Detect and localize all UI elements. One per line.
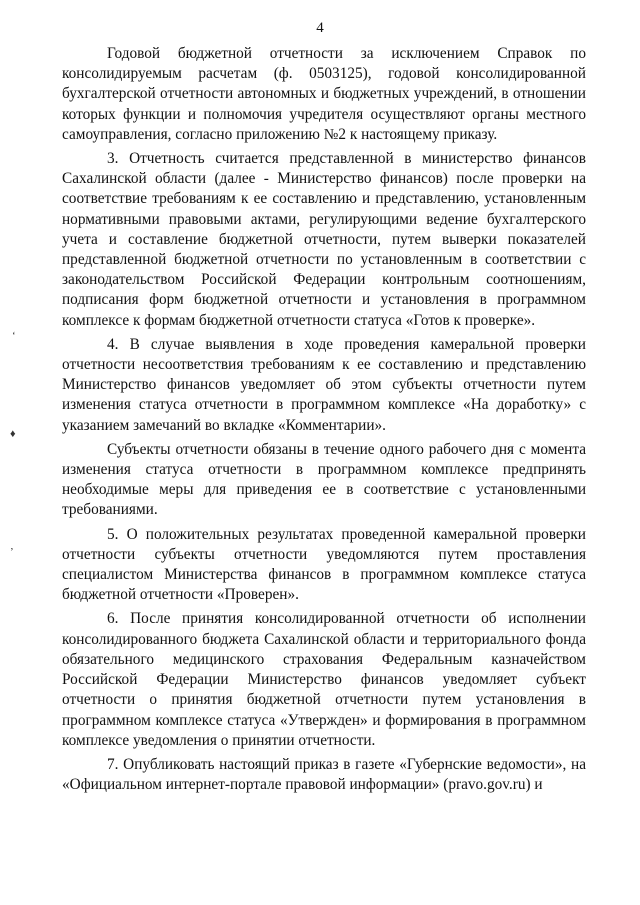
paragraph-3: 3. Отчетность считается представленной в министерство финансов Сахалинской области (далее - Министерство финансов) после проверки на соответствие требованиям к ее составлению и представлению, установленным нормативными правовыми актами, регулирующими ведение бухгалтерского учета и составление бюджетной отчетности, путем выверки показателей представленной бюджетной отчетности по установленным в соответствии с законодательством Российской Федерации контрольным соотношениям, подписания форм бюджетной отчетности и установления в программном комплексе к формам бюджетной отчетности статуса «Готов к проверке». <box>62 150 586 329</box>
margin-mark: ‘ <box>12 330 16 342</box>
paragraph-5: 5. О положительных результатах проведенной камеральной проверки отчетности субъекты отчетности уведомляются путем проставления специалистом Министерства финансов в программном комплексе статуса бюджетной отчетности «Проверен». <box>62 525 586 604</box>
paragraph-6: 6. После принятия консолидированной отчетности об исполнении консолидированного бюджета Сахалинской области и территориального фонда обязательного медицинского страхования Федеральным казначейством Российской Федерации Министерство финансов уведомляет субъект отчетности о принятия бюджетной отчетности путем установления в программном комплексе статуса «Утвержден» и формирования в программном комплексе уведомления о принятии отчетности. <box>62 610 586 749</box>
paragraph-4: 4. В случае выявления в ходе проведения камеральной проверки отчетности несоответствия требованиям к ее составлению и представлению Министерство финансов уведомляет об этом субъекты отчетности путем изменения статуса отчетности в программном комплексе «На доработку» с указанием замечаний во вкладке «Комментарии». <box>62 335 586 434</box>
paragraph-7: 7. Опубликовать настоящий приказ в газете «Губернские ведомости», на «Официальном интернет-портале правовой информации» (pravo.gov.ru) и <box>62 755 586 794</box>
page-number: 4 <box>316 20 324 36</box>
paragraph-subjects-obligation: Субъекты отчетности обязаны в течение одного рабочего дня с момента изменения статуса отчетности в программном комплексе предпринять необходимые меры для приведения ее в соответствие с установленными требованиями. <box>62 440 586 519</box>
margin-mark: ♦ <box>10 428 16 440</box>
document-body <box>62 44 586 799</box>
margin-mark: ’ <box>10 546 14 558</box>
paragraph-annual-reporting: Годовой бюджетной отчетности за исключением Справок по консолидируемым расчетам (ф. 0503125), годовой консолидированной бухгалтерской отчетности автономных и бюджетных учреждений, в отношении которых функции и полномочия учредителя осуществляют органы местного самоуправления, согласно приложению №2 к настоящему приказу. <box>62 45 586 143</box>
